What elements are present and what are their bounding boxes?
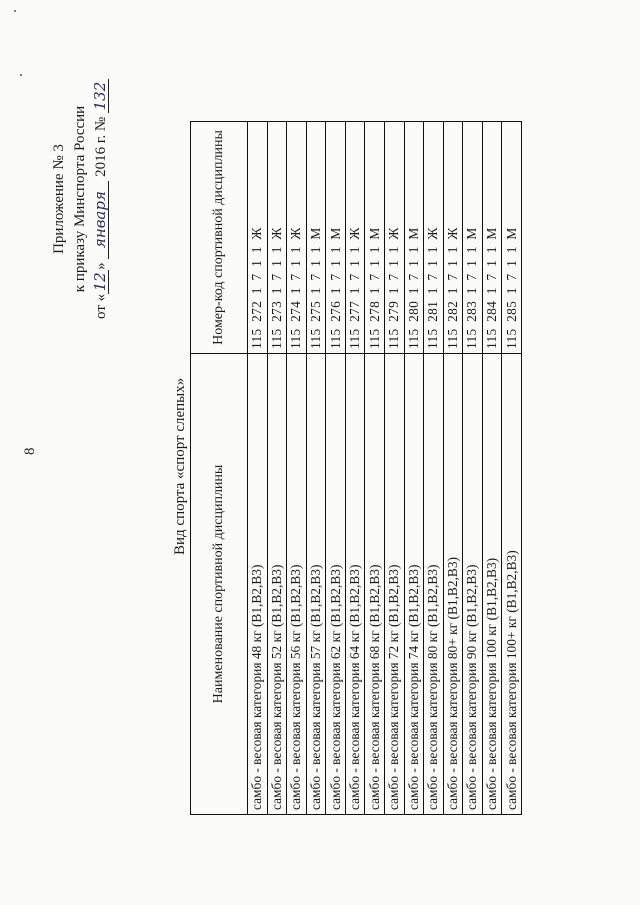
discipline-name: самбо - весовая категория 68 кг (B1,B2,B3) (365, 353, 385, 814)
discipline-name: самбо - весовая категория 100+ кг (B1,B2,B3) (502, 353, 522, 814)
discipline-code: 115 283 1 7 1 1 М (463, 122, 483, 354)
handwritten-month: января (92, 181, 109, 259)
appendix-order-ref: к приказу Минспорта России (72, 105, 88, 293)
discipline-code: 115 278 1 7 1 1 М (365, 122, 385, 354)
discipline-name: самбо - весовая категория 64 кг (B1,B2,B3) (345, 353, 365, 814)
disciplines-table (190, 121, 522, 815)
discipline-code: 115 272 1 7 1 1 Ж (248, 122, 268, 354)
discipline-name: самбо - весовая категория 52 кг (B1,B2,B3) (267, 353, 287, 814)
table-row (248, 122, 268, 815)
appendix-block (49, 49, 112, 349)
table-row (287, 122, 307, 815)
discipline-code: 115 276 1 7 1 1 М (326, 122, 346, 354)
discipline-code: 115 280 1 7 1 1 М (404, 122, 424, 354)
discipline-name: самбо - весовая категория 72 кг (B1,B2,B3) (384, 353, 404, 814)
discipline-name: самбо - весовая категория 74 кг (B1,B2,B3) (404, 353, 424, 814)
handwritten-order-number: 132 (92, 79, 109, 113)
date-mid: » (93, 262, 109, 270)
handwritten-day: 12 (92, 270, 109, 294)
date-prefix: от « (93, 293, 109, 319)
discipline-code: 115 273 1 7 1 1 Ж (267, 122, 287, 354)
sport-title: Вид спорта «спорт слепых» (172, 377, 188, 555)
discipline-code: 115 284 1 7 1 1 М (482, 122, 502, 354)
table-row (384, 122, 404, 815)
table-row (424, 122, 444, 815)
table-row (404, 122, 424, 815)
header-discipline-code: Номер-код спортивной дисциплины (191, 122, 248, 354)
table-row (345, 122, 365, 815)
appendix-date-line (91, 49, 112, 349)
table-row (443, 122, 463, 815)
discipline-code: 115 277 1 7 1 1 Ж (345, 122, 365, 354)
discipline-name: самбо - весовая категория 56 кг (B1,B2,B3) (287, 353, 307, 814)
discipline-name: самбо - весовая категория 90 кг (B1,B2,B3) (463, 353, 483, 814)
discipline-code: 115 281 1 7 1 1 Ж (424, 122, 444, 354)
table-row (306, 122, 326, 815)
discipline-name: самбо - весовая категория 62 кг (B1,B2,B3) (326, 353, 346, 814)
discipline-name: самбо - весовая категория 100 кг (B1,B2,B3) (482, 353, 502, 814)
appendix-title: Приложение № 3 (51, 144, 67, 254)
table-row (267, 122, 287, 815)
table-row (365, 122, 385, 815)
page-number: 8 (22, 447, 38, 455)
table-row (502, 122, 522, 815)
discipline-code: 115 285 1 7 1 1 М (502, 122, 522, 354)
discipline-name: самбо - весовая категория 57 кг (B1,B2,B3) (306, 353, 326, 814)
discipline-code: 115 275 1 7 1 1 М (306, 122, 326, 354)
discipline-name: самбо - весовая категория 80+ кг (B1,B2,B3) (443, 353, 463, 814)
table-row (326, 122, 346, 815)
discipline-code: 115 282 1 7 1 1 Ж (443, 122, 463, 354)
discipline-code: 115 274 1 7 1 1 Ж (287, 122, 307, 354)
discipline-name: самбо - весовая категория 80 кг (B1,B2,B3) (424, 353, 444, 814)
table-row (482, 122, 502, 815)
discipline-code: 115 279 1 7 1 1 Ж (384, 122, 404, 354)
table-header-row (191, 122, 248, 815)
discipline-name: самбо - весовая категория 48 кг (B1,B2,B3) (248, 353, 268, 814)
year-and-number-label: 2016 г. № (93, 116, 109, 177)
table-row (463, 122, 483, 815)
header-discipline-name: Наименование спортивной дисциплины (191, 353, 248, 814)
